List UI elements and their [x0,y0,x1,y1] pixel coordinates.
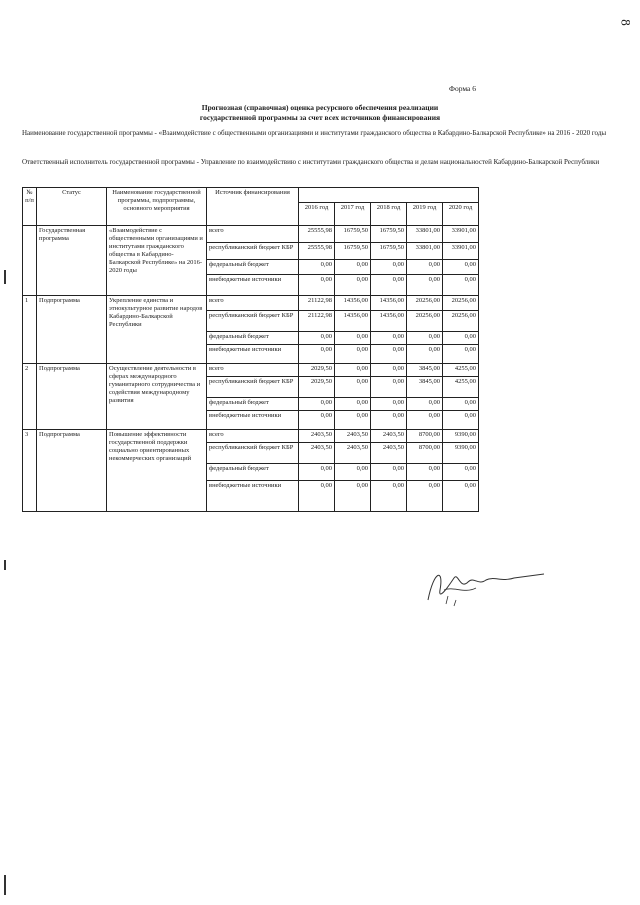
signature-image [424,560,554,610]
row-source: республиканский бюджет КБР [207,377,299,398]
row-name: Повышение эффективности государственной поддержки социально ориентированных некоммерческих организаций [107,430,207,512]
row-source: всего [207,296,299,311]
row-value: 8700,00 [407,443,443,464]
row-source: внебюджетные источники [207,411,299,430]
row-value: 0,00 [335,411,371,430]
row-status: Подпрограмма [37,296,107,364]
row-value: 0,00 [443,464,479,481]
row-value: 0,00 [371,464,407,481]
row-value: 0,00 [443,481,479,512]
row-num: 2 [23,364,37,430]
row-value: 3845,00 [407,364,443,377]
row-value: 2403,50 [299,443,335,464]
row-value: 0,00 [443,345,479,364]
row-value: 8700,00 [407,430,443,443]
row-value: 2403,50 [335,443,371,464]
row-name: Осуществление деятельности в сферах международного гуманитарного сотрудничества и содействия международному развития [107,364,207,430]
row-value: 16759,50 [371,243,407,260]
row-value: 2403,50 [335,430,371,443]
row-value: 0,00 [335,345,371,364]
row-value: 9390,00 [443,443,479,464]
row-value: 0,00 [407,398,443,411]
table-row [23,226,479,243]
row-value: 0,00 [335,260,371,275]
row-value: 2029,50 [299,364,335,377]
row-value: 20256,00 [443,311,479,332]
row-value: 0,00 [335,481,371,512]
row-value: 0,00 [335,377,371,398]
row-value: 0,00 [371,275,407,296]
row-value: 25555,98 [299,226,335,243]
row-source: федеральный бюджет [207,260,299,275]
row-num: 1 [23,296,37,364]
row-source: федеральный бюджет [207,332,299,345]
row-value: 0,00 [407,411,443,430]
row-value: 2403,50 [371,443,407,464]
row-value: 0,00 [407,481,443,512]
row-value: 0,00 [299,345,335,364]
table-row [23,296,479,311]
form-label: Форма 6 [449,84,476,93]
scan-mark [4,270,6,284]
row-source: всего [207,226,299,243]
row-value: 4255,00 [443,377,479,398]
row-num: 3 [23,430,37,512]
row-value: 0,00 [335,364,371,377]
row-value: 0,00 [299,411,335,430]
row-value: 20256,00 [407,296,443,311]
row-value: 33901,00 [443,226,479,243]
row-value: 2403,50 [371,430,407,443]
title-line-1: Прогнозная (справочная) оценка ресурсного обеспечения реализации [201,103,439,112]
row-source: республиканский бюджет КБР [207,443,299,464]
row-value: 0,00 [371,377,407,398]
row-value: 14356,00 [371,296,407,311]
scan-mark [4,875,6,895]
row-num [23,226,37,296]
funding-table [22,187,479,512]
header-status: Статус [37,188,107,226]
row-value: 4255,00 [443,364,479,377]
row-value: 16759,50 [371,226,407,243]
header-year: 2020 год [443,203,479,226]
page-number: 8 [618,19,634,26]
row-source: внебюджетные источники [207,345,299,364]
row-value: 0,00 [371,345,407,364]
row-value: 33901,00 [443,243,479,260]
row-name: «Взаимодействие с общественными организациями и институтами гражданского общества в Кабардино-Балкарской Республике» на 2016-2020 годы [107,226,207,296]
row-value: 0,00 [371,398,407,411]
header-year: 2016 год [299,203,335,226]
header-years-group [299,188,479,203]
row-value: 0,00 [443,260,479,275]
row-value: 0,00 [407,464,443,481]
row-value: 0,00 [299,464,335,481]
title-line-2: государственной программы за счет всех источников финансирования [199,113,441,122]
scan-mark [4,560,6,570]
row-value: 16759,50 [335,243,371,260]
row-value: 0,00 [443,275,479,296]
row-source: республиканский бюджет КБР [207,243,299,260]
row-source: федеральный бюджет [207,398,299,411]
row-value: 0,00 [335,275,371,296]
row-source: всего [207,364,299,377]
row-value: 20256,00 [407,311,443,332]
row-value: 0,00 [299,260,335,275]
row-value: 21122,98 [299,296,335,311]
table-row [23,430,479,443]
row-value: 14356,00 [335,311,371,332]
row-value: 0,00 [299,332,335,345]
row-value: 2403,50 [299,430,335,443]
row-value: 0,00 [443,398,479,411]
row-source: республиканский бюджет КБР [207,311,299,332]
row-value: 0,00 [443,332,479,345]
row-value: 0,00 [299,398,335,411]
row-value: 25555,98 [299,243,335,260]
row-value: 21122,98 [299,311,335,332]
document-title [0,103,640,123]
header-year: 2017 год [335,203,371,226]
row-source: внебюджетные источники [207,481,299,512]
row-value: 0,00 [407,332,443,345]
row-value: 3845,00 [407,377,443,398]
row-status: Подпрограмма [37,430,107,512]
header-year: 2019 год [407,203,443,226]
row-source: федеральный бюджет [207,464,299,481]
row-value: 33801,00 [407,226,443,243]
table-row [23,364,479,377]
row-value: 0,00 [371,481,407,512]
program-name-text: Наименование государственной программы - «Взаимодействие с общественными организациями и институтами гражданского общества в Кабардино-Балкарской Республике» на 2016 - 2020 годы [22,129,607,137]
row-value: 0,00 [407,345,443,364]
executor-text: Ответственный исполнитель государственной программы - Управление по взаимодействию с институтами гражданского общества и делам национальностей Кабардино-Балкарской Республики [22,158,600,166]
row-value: 0,00 [371,332,407,345]
header-row [23,188,479,203]
row-value: 2029,50 [299,377,335,398]
row-value: 0,00 [371,260,407,275]
row-value: 33801,00 [407,243,443,260]
row-value: 0,00 [407,260,443,275]
row-value: 14356,00 [335,296,371,311]
row-value: 20256,00 [443,296,479,311]
header-name: Наименование государственной программы, подпрограммы, основного мероприятия [107,188,207,226]
row-value: 0,00 [335,464,371,481]
row-value: 9390,00 [443,430,479,443]
row-source: всего [207,430,299,443]
row-value: 0,00 [299,275,335,296]
row-value: 14356,00 [371,311,407,332]
row-source: внебюджетные источники [207,275,299,296]
row-value: 0,00 [335,332,371,345]
row-status: Государственная программа [37,226,107,296]
row-name: Укрепление единства и этнокультурное развитие народов Кабардино-Балкарской Республики [107,296,207,364]
row-status: Подпрограмма [37,364,107,430]
row-value: 16759,50 [335,226,371,243]
header-source: Источник финансирования [207,188,299,226]
row-value: 0,00 [371,364,407,377]
row-value: 0,00 [299,481,335,512]
row-value: 0,00 [335,398,371,411]
header-num: № п/п [23,188,37,226]
row-value: 0,00 [407,275,443,296]
row-value: 0,00 [443,411,479,430]
row-value: 0,00 [371,411,407,430]
header-year: 2018 год [371,203,407,226]
